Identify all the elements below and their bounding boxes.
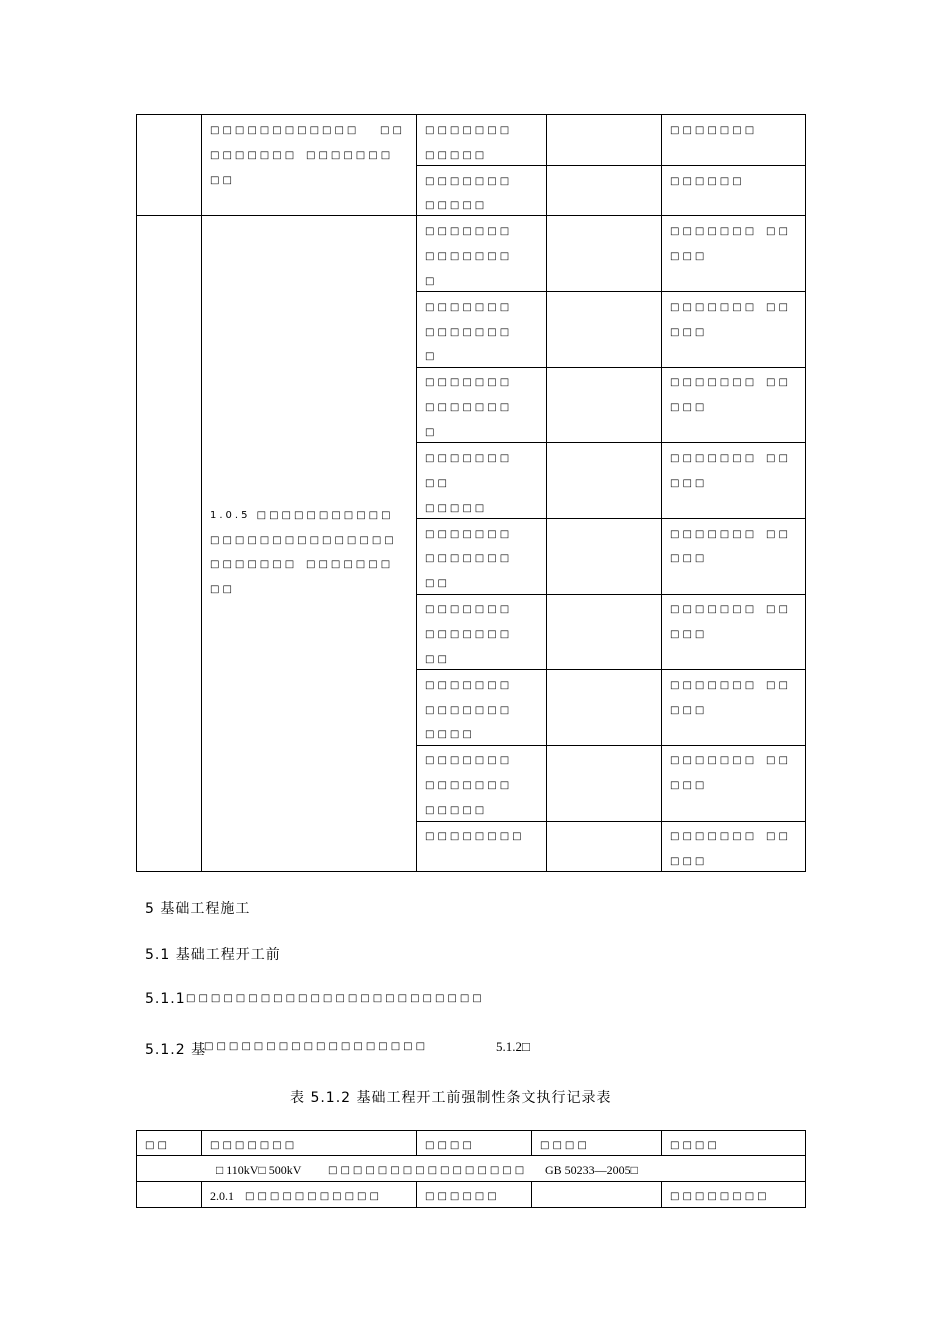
column-header: □□□□ (670, 1140, 720, 1151)
paragraph-text: □□□□□□□□□□□□□□□□□□ (204, 1041, 429, 1052)
check-item-text: □□□□□ (425, 503, 488, 514)
note-text: □□ (766, 755, 791, 766)
note-text: □□□□□□ (670, 176, 745, 187)
paragraph-number: 5.1.1 (145, 991, 186, 1007)
clause-text: □□□□□□□□□□□□ (210, 125, 360, 136)
clause-text: □□□□□□□ (306, 559, 394, 570)
check-item-text: □□□□□□□ (425, 327, 513, 338)
note-text: □□□ (670, 705, 708, 716)
standard-title-pre: □ 110kV□ 500kV (216, 1163, 302, 1177)
note-text: □□□□□□□ (670, 226, 758, 237)
paragraph-ref: 5.1.2□ (496, 1039, 530, 1054)
note-text: □□ (766, 529, 791, 540)
check-item-text: □□□□□□□ (425, 302, 513, 313)
check-item-text: □□□□□□□ (425, 453, 513, 464)
clause-text: □□□□□□□ (210, 150, 298, 161)
check-item-text: □□□□ (425, 729, 475, 740)
note-text: □□□□□□□ (670, 125, 758, 136)
note-text: □□□ (670, 327, 708, 338)
check-item-text: □□□□□□□ (425, 176, 513, 187)
note-text: □□ (766, 680, 791, 691)
clause-text: 1.0.5 □□□□□□□□□□□ (210, 510, 394, 521)
clause-text: □□□□□□□ (210, 559, 298, 570)
section-heading-5-1: 5.1 基础工程开工前 (145, 947, 281, 963)
note-text: □□□□□□□ (670, 755, 758, 766)
check-item-text: □□□□□ (425, 805, 488, 816)
check-item-text: □□ (425, 478, 450, 489)
column-header: □□ (145, 1140, 170, 1151)
note-text: □□ (766, 226, 791, 237)
check-item-text: □□□□□□□ (425, 553, 513, 564)
clause-number: 2.0.1 (210, 1189, 234, 1203)
clause-text: □□ (210, 584, 235, 595)
column-header: □□□□ (425, 1140, 475, 1151)
clause-text: □□ (380, 125, 405, 136)
note-text: □□ (766, 453, 791, 464)
note-text: □□□□□□□ (670, 302, 758, 313)
note-text: □□□ (670, 251, 708, 262)
note-text: □□□ (670, 629, 708, 640)
note-text: □□□ (670, 856, 708, 867)
clause-text: □□□□□□□□□□□ (245, 1191, 382, 1202)
check-item-text: □ (425, 427, 438, 438)
check-item-text: □□□□□□□ (425, 125, 513, 136)
note-text: □□□□□□□ (670, 831, 758, 842)
standard-title: □□□□□□□□□□□□□□□□ (328, 1165, 528, 1176)
check-item-text: □□□□□□□ (425, 402, 513, 413)
check-item-text: □□□□□ (425, 200, 488, 211)
check-item-text: □□□□□□□ (425, 251, 513, 262)
section-heading-5: 5 基础工程施工 (145, 901, 251, 917)
check-item-text: □□ (425, 654, 450, 665)
note-text: □□□ (670, 402, 708, 413)
table-caption: 表 5.1.2 基础工程开工前强制性条文执行记录表 (290, 1090, 612, 1106)
check-item-text: □□□□□□□ (425, 629, 513, 640)
clause-text: □□□□□□□□□□□□□□□ (210, 535, 397, 546)
check-item-text: □□□□□□□ (425, 226, 513, 237)
check-item-text: □□□□□□□ (425, 755, 513, 766)
note-text: □□□□□□□ (670, 604, 758, 615)
check-item-text: □□□□□□□□ (425, 831, 525, 842)
standard-code: GB 50233—2005□ (545, 1163, 638, 1177)
paragraph-number: 5.1.2 基 (145, 1042, 207, 1058)
check-item-text: □□□□□□□ (425, 377, 513, 388)
column-header: □□□□ (540, 1140, 590, 1151)
check-item-text: □□□□□□□ (425, 705, 513, 716)
check-item-text: □□□□□ (425, 150, 488, 161)
note-text: □□□□□□□□ (670, 1191, 770, 1202)
check-item-text: □ (425, 351, 438, 362)
note-text: □□□□□□□ (670, 680, 758, 691)
note-text: □□ (766, 302, 791, 313)
note-text: □□ (766, 831, 791, 842)
clause-text: □□ (210, 175, 235, 186)
check-item-text: □□□□□□□ (425, 680, 513, 691)
note-text: □□□□□□□ (670, 377, 758, 388)
check-item-text: □□□□□□□ (425, 529, 513, 540)
check-item-text: □□□□□□□ (425, 604, 513, 615)
note-text: □□□ (670, 478, 708, 489)
note-text: □□□□□□□ (670, 529, 758, 540)
note-text: □□□□□□□ (670, 453, 758, 464)
note-text: □□□ (670, 780, 708, 791)
clause-text: □□□□□□□ (306, 150, 394, 161)
paragraph-text: □□□□□□□□□□□□□□□□□□□□□□□□ (186, 993, 485, 1004)
check-item-text: □□□□□□□ (425, 780, 513, 791)
note-text: □□□ (670, 553, 708, 564)
check-item-text: □□ (425, 578, 450, 589)
note-text: □□ (766, 604, 791, 615)
check-item-text: □ (425, 276, 438, 287)
note-text: □□ (766, 377, 791, 388)
check-item-text: □□□□□□ (425, 1191, 500, 1202)
column-header: □□□□□□□ (210, 1140, 298, 1151)
